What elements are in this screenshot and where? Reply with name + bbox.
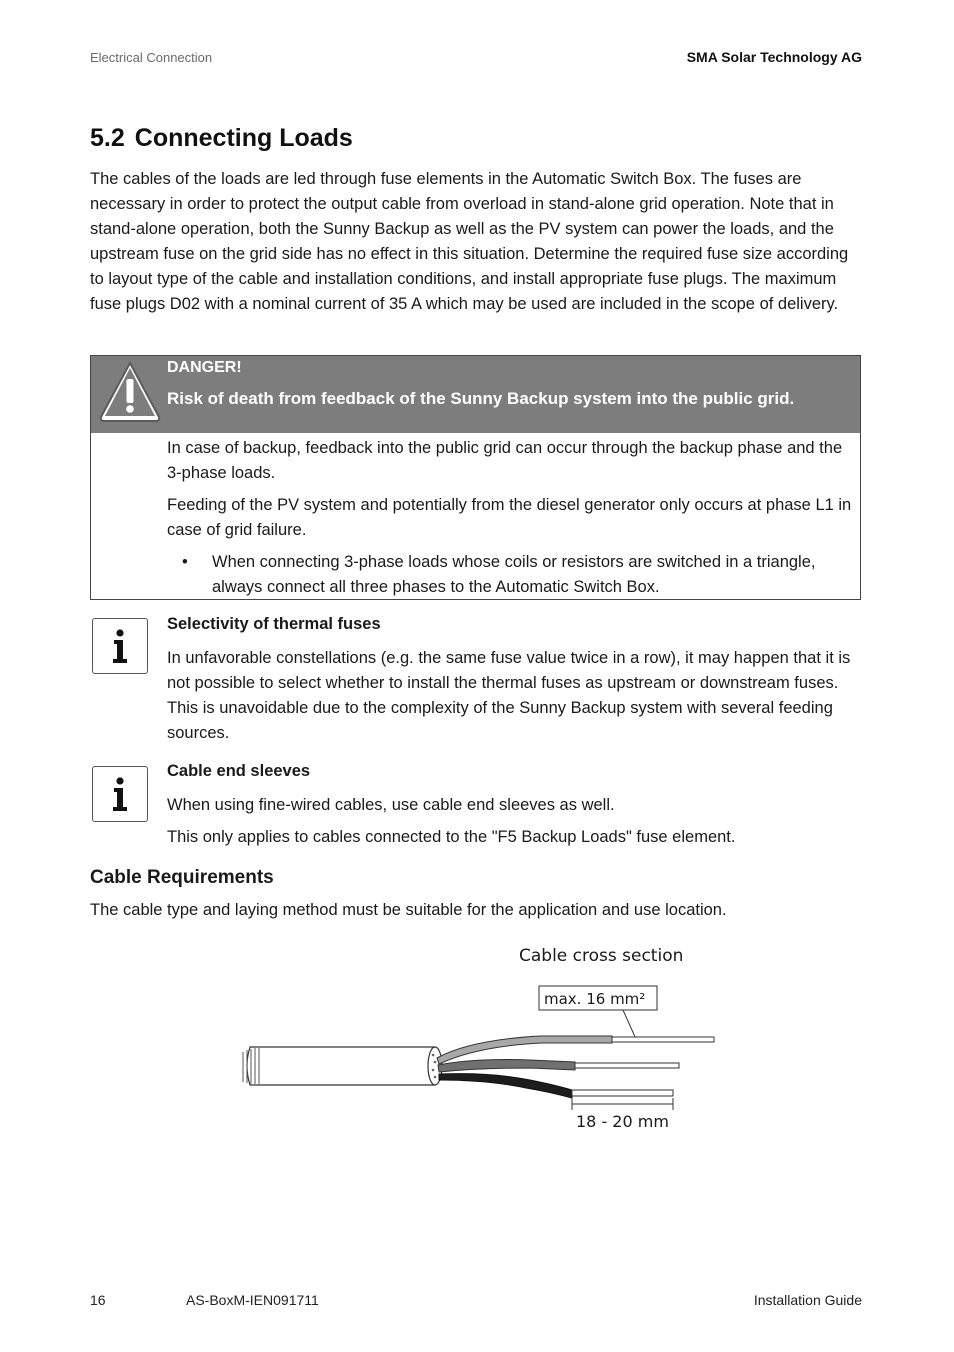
note-paragraph: When using fine-wired cables, use cable end sleeves as well. [167, 796, 615, 814]
danger-paragraph: Feeding of the PV system and potentially from the diesel generator only occurs at phase L1 in case of grid failure. [167, 496, 852, 539]
danger-header [91, 356, 860, 433]
danger-risk-text: Risk of death from feedback of the Sunny Backup system into the public grid. [167, 389, 795, 408]
cable-requirements-text: The cable type and laying method must be suitable for the application and use location. [90, 901, 727, 919]
wire-darkgrey [438, 1060, 575, 1072]
leader-line [623, 1010, 636, 1039]
warning-triangle-icon [97, 359, 163, 425]
max-section-label: max. 16 mm² [544, 990, 646, 1008]
section-title [90, 124, 353, 153]
cable-sheath [247, 1047, 438, 1085]
figure-caption: Cable cross section [519, 946, 684, 966]
section-title-text: Connecting Loads [134, 124, 353, 152]
danger-label: DANGER! [167, 359, 242, 376]
section-number: 5.2 [90, 124, 125, 152]
info-icon [92, 766, 148, 822]
cable-diagram [230, 940, 730, 1140]
document-type: Installation Guide [753, 1292, 862, 1308]
note-title: Selectivity of thermal fuses [167, 615, 381, 633]
danger-body [167, 436, 855, 600]
info-icon [92, 618, 148, 674]
note-title: Cable end sleeves [167, 762, 311, 780]
danger-paragraph: In case of backup, feedback into the public grid can occur through the backup phase and the 3-phase loads. [167, 439, 843, 482]
intro-paragraph: The cables of the loads are led through fuse elements in the Automatic Switch Box. The fuses are necessary in order to protect the output cable from overload in stand-alone grid operation. Note that in stand-alone operation, both the Sunny Backup as well as the PV system can power the loads, and the upstream fuse on the grid side has no effect in this situation. Determine the required fuse size according to layout type of the cable and installation conditions, and install appropriate fuse plugs. The maximum fuse plugs D02 with a nominal current of 35 A which may be used are included in the scope of delivery. [90, 170, 849, 313]
wire-darkgrey-conductor [575, 1063, 679, 1068]
wire-black-conductor [572, 1090, 673, 1096]
danger-bullet-item [182, 550, 855, 600]
note-paragraph: This only applies to cables connected to the "F5 Backup Loads" fuse element. [167, 828, 736, 846]
wire-black [439, 1074, 572, 1098]
bullet-icon: • [182, 553, 188, 571]
note-paragraph: In unfavorable constellations (e.g. the same fuse value twice in a row), it may happen that it is not possible to select whether to install the thermal fuses as upstream or downstream fuses. This is unavoidable due to the complexity of the Sunny Backup system with several feeding sources. [167, 649, 851, 742]
page-number: 16 [90, 1292, 106, 1308]
danger-bullet-list [167, 550, 855, 600]
running-header-chapter: Electrical Connection [90, 50, 213, 65]
cable-figure [230, 940, 730, 1140]
strip-length-label: 18 - 20 mm [576, 1112, 669, 1131]
danger-bullet-text: When connecting 3-phase loads whose coils or resistors are switched in a triangle, always connect all three phases to the Automatic Switch Box. [212, 553, 816, 596]
document-id: AS-BoxM-IEN091711 [186, 1292, 319, 1308]
subsection-heading: Cable Requirements [90, 867, 274, 888]
running-header-company: SMA Solar Technology AG [686, 49, 862, 65]
danger-box [90, 355, 861, 600]
wire-grey-conductor [612, 1037, 714, 1042]
